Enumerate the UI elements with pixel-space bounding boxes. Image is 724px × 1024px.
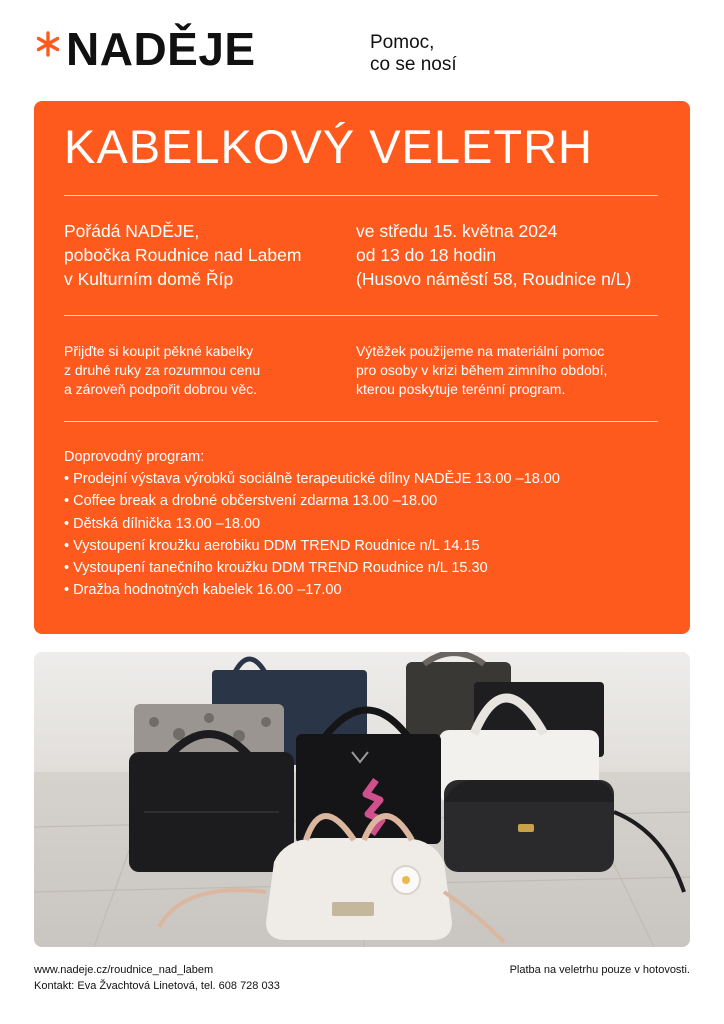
- proceeds-line-3: kterou poskytuje terénní program.: [356, 381, 566, 397]
- event-hours: od 13 do 18 hodin: [356, 245, 497, 265]
- proceeds-block: [356, 342, 607, 399]
- event-title: KABELKOVÝ VELETRH: [64, 120, 593, 173]
- event-time-block: [356, 219, 631, 291]
- organizer-block: [64, 219, 301, 291]
- tagline-line-1: Pomoc,: [370, 32, 435, 53]
- divider: [64, 421, 658, 422]
- program-item: • Prodejní výstava výrobků sociálně terapeutické dílny NADĚJE 13.00 –18.00: [64, 471, 560, 488]
- proceeds-line-1: Výtěžek použijeme na materiální pomoc: [356, 343, 605, 359]
- program-item: • Dražba hodnotných kabelek 16.00 –17.00: [64, 582, 342, 599]
- tagline-line-2: co se nosí: [370, 54, 457, 75]
- footer-contact: [34, 962, 280, 994]
- divider: [64, 195, 658, 196]
- program-item: • Coffee break a drobné občerstvení zdarma 13.00 –18.00: [64, 493, 438, 510]
- header: [34, 23, 694, 86]
- event-panel: [34, 101, 690, 634]
- program-item: • Vystoupení kroužku aerobiku DDM TREND Roudnice n/L 14.15: [64, 537, 480, 554]
- divider: [64, 315, 658, 316]
- program-heading: Doprovodný program:: [64, 449, 205, 465]
- logo-text: NADĚJE: [66, 23, 256, 75]
- organizer-line-3: v Kulturním domě Říp: [64, 269, 234, 289]
- tagline: [370, 32, 457, 76]
- contact-line: Kontakt: Eva Žvachtová Linetová, tel. 608 728 033: [34, 980, 280, 992]
- invite-line-1: Přijďte si koupit pěkné kabelky: [64, 343, 254, 359]
- invite-line-2: z druhé ruky za rozumnou cenu: [64, 362, 261, 378]
- invite-line-3: a zároveň podpořit dobrou věc.: [64, 381, 258, 397]
- invite-block: [64, 342, 260, 399]
- program-item: • Vystoupení tanečního kroužku DDM TREND Roudnice n/L 15.30: [64, 560, 488, 577]
- program-item: • Dětská dílnička 13.00 –18.00: [64, 515, 261, 532]
- handbags-illustration: [34, 652, 690, 947]
- logo: [34, 23, 256, 75]
- event-address: (Husovo náměstí 58, Roudnice n/L): [356, 269, 632, 289]
- website-link[interactable]: www.nadeje.cz/roudnice_nad_labem: [34, 964, 214, 976]
- organizer-line-2: pobočka Roudnice nad Labem: [64, 245, 302, 265]
- payment-note: Platba na veletrhu pouze v hotovosti.: [509, 964, 690, 976]
- event-date: ve středu 15. května 2024: [356, 221, 558, 241]
- asterisk-icon: [34, 30, 62, 58]
- organizer-line-1: Pořádá NADĚJE,: [64, 221, 200, 241]
- program-list: [64, 446, 560, 601]
- proceeds-line-2: pro osoby v krizi během zimního období,: [356, 362, 608, 378]
- handbags-photo: [34, 652, 690, 947]
